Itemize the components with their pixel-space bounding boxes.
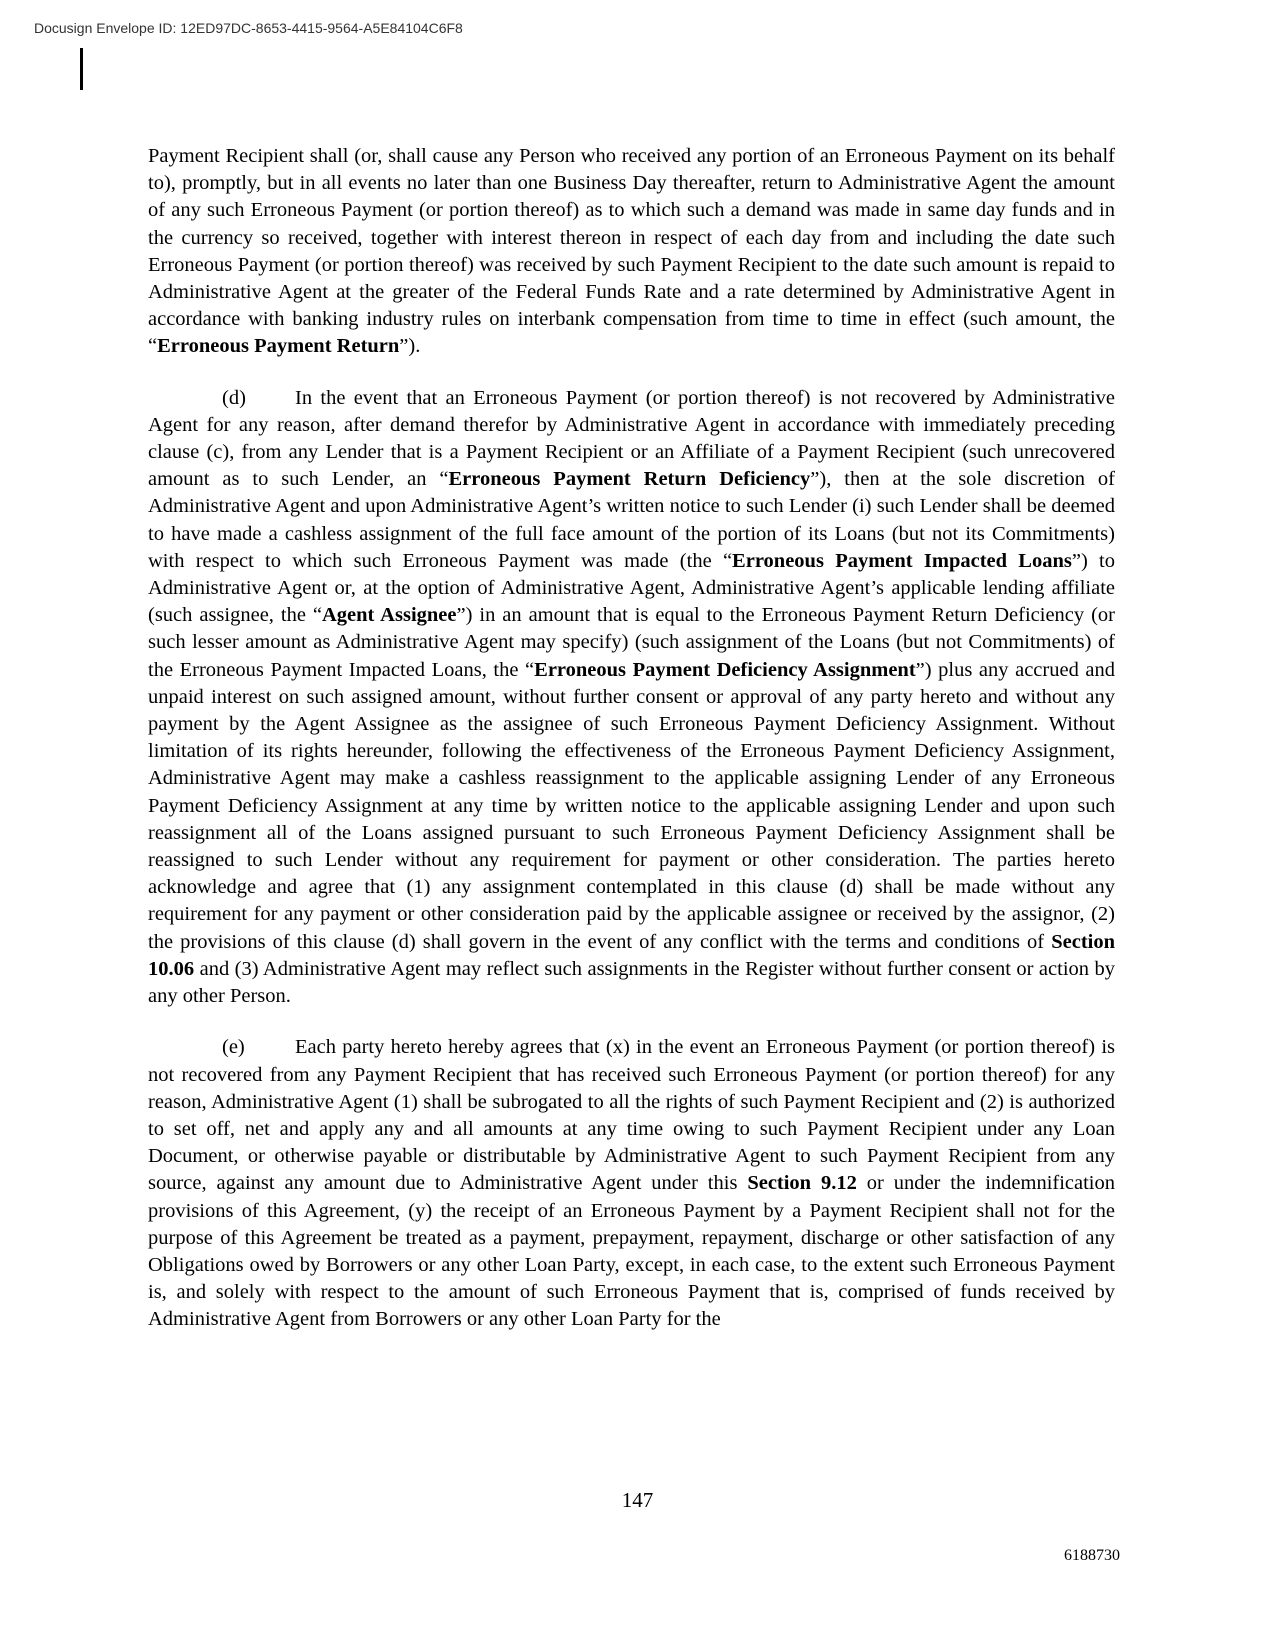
defined-term: Erroneous Payment Return — [157, 335, 400, 358]
document-number: 6188730 — [1064, 1547, 1120, 1564]
text-run: ”), then at the sole discretion of Administrative Agent and upon Administrative Agent’s written notice to such Lender (i) such Lender shall be deemed to have made a cashless assignment of the full face amount of the portion of its Loans (but not its Commitments) with respect to which such Erroneous Payment was made (the “ — [148, 468, 1116, 572]
text-run: ”) in an amount that is equal to the Erroneous Payment Return Deficiency (or such lesser amount as Administrative Agent may specify) (such assignment of the Loans (but not Commitments) of the Erroneous Payment Impacted Loans, the “ — [148, 604, 1115, 681]
text-run: In the event that an Erroneous Payment (or portion thereof) is not recovered by Administrative Agent for any reason, after demand therefor by Administrative Agent in accordance with immediately preceding clause (c), from any Lender that is a Payment Recipient or an Affiliate of a Payment Recipient (such unrecovered amount as to such Lender, an “ — [148, 386, 1115, 491]
page-number: 147 — [621, 1488, 654, 1512]
revision-change-bar — [80, 48, 83, 90]
section-reference: Section 10.06 — [148, 930, 1115, 980]
document-body — [148, 143, 1115, 1358]
paragraph-d — [148, 385, 1115, 1011]
section-reference: Section 9.12 — [747, 1172, 857, 1195]
text-run: ”) plus any accrued and unpaid interest on such assigned amount, without further consent or approval of any party hereto and without any payment by the Agent Assignee as the assignee of such Erroneous Payment Deficiency Assignment. Without limitation of its rights hereunder, following the effectiveness of the Erroneous Payment Deficiency Assignment, Administrative Agent may make a cashless reassignment to the applicable assigning Lender of any Erroneous Payment Deficiency Assignment at any time by written notice to the applicable assigning Lender and upon such reassignment all of the Loans assigned pursuant to such Erroneous Payment Deficiency Assignment shall be reassigned to such Lender without any requirement for payment or other consideration. The parties hereto acknowledge and agree that (1) any assignment contemplated in this clause (d) shall be made without any requirement for any payment or other consideration paid by the applicable assignee or received by the assignor, (2) the provisions of this clause (d) shall govern in the event of any conflict with the terms and conditions of — [148, 658, 1115, 953]
defined-term: Erroneous Payment Deficiency Assignment — [534, 658, 916, 681]
defined-term: Erroneous Payment Impacted Loans — [732, 549, 1072, 572]
clause-number: (e) — [222, 1036, 245, 1059]
text-run: or under the indemnification provisions of this Agreement, (y) the receipt of an Erroneous Payment by a Payment Recipient shall not for the purpose of this Agreement be treated as a payment, prepayment, repayment, discharge or other satisfaction of any Obligations owed by Borrowers or any other Loan Party, except, in each case, to the extent such Erroneous Payment is, and solely with respect to the amount of such Erroneous Payment that is, comprised of funds received by Administrative Agent from Borrowers or any other Loan Party for the — [148, 1172, 1115, 1331]
text-run: and (3) Administrative Agent may reflect such assignments in the Register without further consent or action by any other Person. — [148, 957, 1115, 1008]
envelope-id-header: Docusign Envelope ID: 12ED97DC-8653-4415-9564-A5E84104C6F8 — [34, 20, 463, 36]
text-run: Each party hereto hereby agrees that (x) in the event an Erroneous Payment (or portion thereof) is not recovered from any Payment Recipient that has received such Erroneous Payment (or portion thereof) for any reason, Administrative Agent (1) shall be subrogated to all the rights of such Payment Recipient and (2) is authorized to set off, net and apply any and all amounts at any time owing to such Payment Recipient under any Loan Document, or otherwise payable or distributable by Administrative Agent to such Payment Recipient from any source, against any amount due to Administrative Agent under this — [148, 1036, 1115, 1195]
text-run: ”) to Administrative Agent or, at the option of Administrative Agent, Administrative Agent’s applicable lending affiliate (such assignee, the “ — [148, 549, 1115, 627]
text-run: Payment Recipient shall (or, shall cause any Person who received any portion of an Erroneous Payment on its behalf to), promptly, but in all events no later than one Business Day thereafter, return to Administrative Agent the amount of any such Erroneous Payment (or portion thereof) as to which such a demand was made in same day funds and in the currency so received, together with interest thereon in respect of each day from and including the date such Erroneous Payment (or portion thereof) was received by such Payment Recipient to the date such amount is repaid to Administrative Agent at the greater of the Federal Funds Rate and a rate determined by Administrative Agent in accordance with banking industry rules on interbank compensation from time to time in effect (such amount, the “ — [148, 145, 1115, 358]
text-run: ”). — [399, 335, 421, 358]
paragraph-c-continued — [148, 143, 1115, 361]
paragraph-e — [148, 1034, 1115, 1333]
defined-term: Agent Assignee — [321, 604, 457, 627]
defined-term: Erroneous Payment Return Deficiency — [448, 468, 811, 491]
clause-number: (d) — [222, 386, 246, 409]
